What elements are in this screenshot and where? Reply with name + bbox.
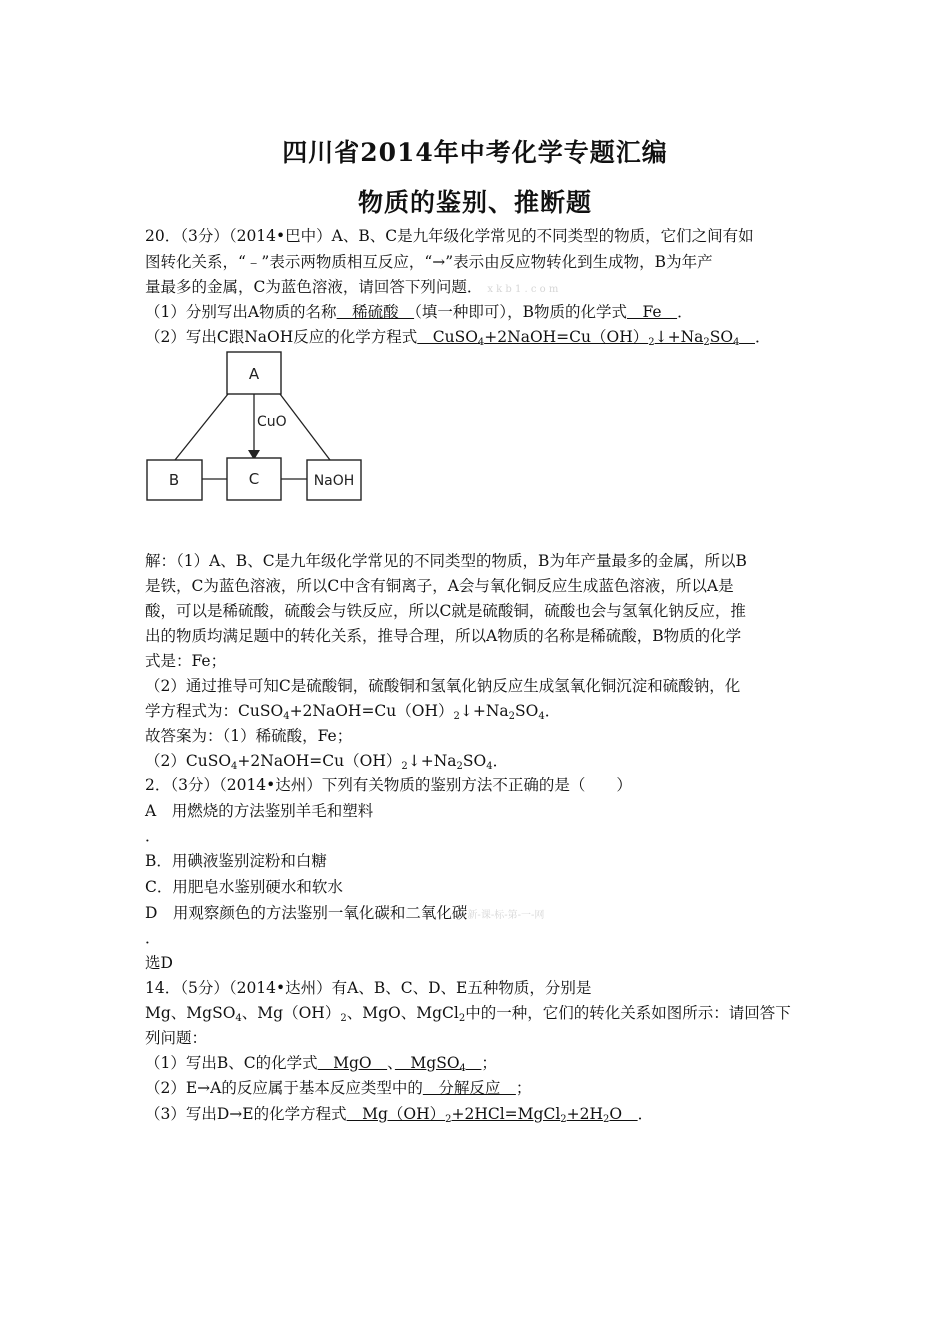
answer-blank: Fe: [626, 303, 678, 321]
solution-line-4: 出的物质均满足题中的转化关系，推导合理，所以A物质的名称是稀硫酸，B物质的化学: [145, 627, 742, 645]
solution-line-8: 故答案为：（1）稀硫酸，Fe；: [145, 727, 353, 745]
q20-part-2: （2）写出C跟NaOH反应的化学方程式 $CuSO_4+2NaOH=Cu(OH)_2↓+Na_2SO_4$ ．: [145, 328, 771, 348]
answer-blank: 稀硫酸: [336, 303, 415, 321]
q14-stem-line-2: Mg、MgSO$_4$、$Mg(OH)_2$、MgO、MgCl$_2$中的一种，它们的转化关系如图所示：请回答下: [145, 1004, 791, 1024]
node-naoh-label: NaOH: [313, 473, 355, 489]
conversion-diagram: [140, 348, 370, 508]
q2-answer: 选D: [145, 954, 173, 972]
q20-stem-line-1: 20．（3分）（2014•巴中）A、B、C是九年级化学常见的不同类型的物质，它们之间有如: [145, 227, 754, 245]
answer-blank: $CuSO_4+2NaOH=Cu(OH)_2↓+Na_2SO_4$: [417, 328, 740, 348]
q2-option-b: B．用碘液鉴别淀粉和白糖: [145, 852, 327, 870]
solution-line-5: 式是：Fe；: [145, 652, 227, 670]
q14-stem-line-3: 列问题：: [145, 1029, 208, 1047]
solution-line-3: 酸，可以是稀硫酸，硫酸会与铁反应，所以C就是硫酸铜，硫酸也会与氢氧化钠反应，推: [145, 602, 746, 620]
q14-stem-line-1: 14．（5分）（2014•达州）有A、B、C、D、E五种物质，分别是: [145, 979, 592, 997]
arrow-label-cuo: CuO: [257, 414, 287, 430]
answer-blank: 分解反应: [422, 1079, 516, 1097]
q20-stem-line-3: 量最多的金属，C为蓝色溶液，请回答下列问题． x k b 1 . c o m: [145, 278, 559, 296]
watermark: 新-课-标-第-一-网: [467, 910, 545, 921]
solution-line-1: 解：（1）A、B、C是九年级化学常见的不同类型的物质，B为年产量最多的金属，所以B: [145, 552, 747, 570]
q20-part-1: （1）分别写出A物质的名称 稀硫酸 （填一种即可），B物质的化学式 Fe ．: [145, 303, 693, 321]
watermark: x k b 1 . c o m: [487, 284, 559, 295]
q2-option-d-dot: ．: [145, 929, 161, 947]
node-b-label: B: [168, 471, 180, 489]
solution-line-2: 是铁，C为蓝色溶液，所以C中含有铜离子，A会与氧化铜反应生成蓝色溶液，所以A是: [145, 577, 734, 595]
page-title: 四川省2014年中考化学专题汇编: [282, 138, 668, 167]
link-a-naoh: [280, 394, 330, 460]
node-a-label: A: [248, 365, 260, 383]
q14-part-1: （1）写出B、C的化学式 MgO 、 MgSO$_4$ ；: [145, 1054, 497, 1074]
solution-line-9: $(2)CuSO_4+2NaOH=Cu(OH)_2↓+Na_2SO_4$．: [145, 752, 509, 772]
q2-option-a-dot: ．: [145, 827, 161, 845]
q2-option-a: A 用燃烧的方法鉴别羊毛和塑料: [145, 802, 374, 820]
q14-part-3: （3）写出D→E的化学方程式 $Mg(OH)_2+2HCl=MgCl_2+2H_2O$ ．: [145, 1105, 654, 1125]
solution-line-7: 学方程式为：$CuSO_4+2NaOH=Cu(OH)_2↓+Na_2SO_4$．: [145, 702, 561, 722]
solution-line-6: （2）通过推导可知C是硫酸铜，硫酸铜和氢氧化钠反应生成氢氧化铜沉淀和硫酸钠，化: [145, 677, 741, 695]
page-subtitle: 物质的鉴别、推断题: [357, 188, 592, 217]
link-a-b: [175, 394, 228, 460]
answer-blank: MgSO$_4$: [394, 1054, 466, 1074]
answer-blank: MgO: [317, 1054, 388, 1072]
answer-blank: $Mg(OH)_2+2HCl=MgCl_2+2H_2O$: [346, 1105, 638, 1125]
q2-stem: 2．（3分）（2014•达州）下列有关物质的鉴别方法不正确的是（ ）: [145, 776, 632, 794]
q2-option-d: D 用观察颜色的方法鉴别一氧化碳和二氧化碳新-课-标-第-一-网: [145, 904, 545, 922]
node-c-label: C: [248, 470, 260, 488]
q2-option-c: C．用肥皂水鉴别硬水和软水: [145, 878, 343, 896]
q14-part-2: （2）E→A的反应属于基本反应类型中的 分解反应 ；: [145, 1079, 532, 1097]
q20-stem-line-2: 图转化关系，“﹣”表示两物质相互反应，“→”表示由反应物转化到生成物，B为年产: [145, 253, 713, 271]
